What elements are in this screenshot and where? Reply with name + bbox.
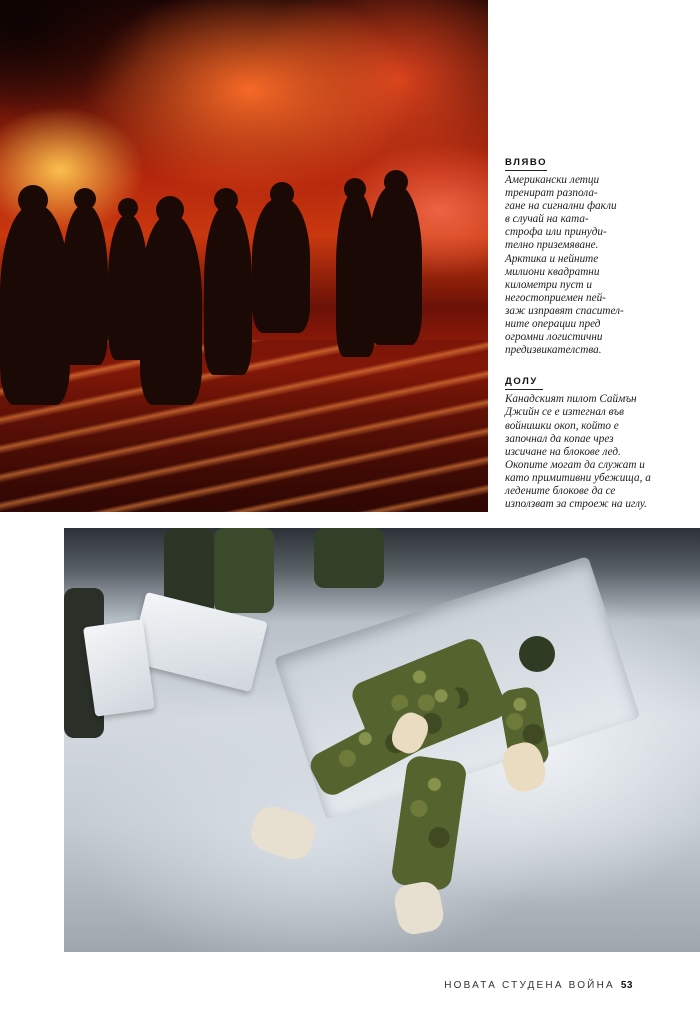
person-silhouette — [18, 185, 48, 215]
caption-label-left: ВЛЯВО — [505, 157, 547, 171]
caption-line: милиони квадратни — [505, 265, 600, 278]
person-silhouette — [62, 205, 108, 365]
person-silhouette — [118, 198, 138, 218]
caption-line: негостоприемен пей- — [505, 291, 606, 304]
caption-label-below: ДОЛУ — [505, 376, 543, 390]
standing-legs — [214, 528, 274, 613]
page-footer — [444, 980, 633, 991]
caption-line: гане на сигнални факли — [505, 200, 617, 213]
caption-text-left — [505, 174, 653, 357]
photo-captions — [505, 152, 653, 525]
caption-line: предизвикателства. — [505, 344, 602, 357]
page-number: 53 — [620, 980, 633, 991]
person-silhouette — [270, 182, 294, 206]
person-silhouette — [74, 188, 96, 210]
caption-line: Арктика и нейните — [505, 252, 599, 265]
pilot-helmet — [519, 636, 555, 672]
person-silhouette — [0, 205, 70, 405]
caption-below — [505, 371, 653, 511]
person-silhouette — [156, 196, 184, 224]
caption-text-below: Канадският пилот Саймън Джийн се е изтегнал във войнишки окоп, който е започнал да копае чрез изсичане на блокове лед. Окопите могат да служат и като примитивни убежища, а ледените блокове да се използват за строеж на иглу. — [505, 393, 651, 511]
caption-line: тренират разпола- — [505, 187, 598, 200]
caption-line: в случай на ката- — [505, 213, 589, 226]
caption-line: телно приземяване. — [505, 239, 599, 252]
person-silhouette — [384, 170, 408, 194]
person-silhouette — [252, 198, 310, 333]
caption-line: огромни логистични — [505, 331, 603, 344]
running-title: НОВАТА СТУДЕНА ВОЙНА — [444, 980, 615, 991]
caption-left — [505, 152, 653, 357]
caption-line: Американски летци — [505, 174, 600, 186]
caption-line: километри пуст и — [505, 278, 593, 291]
caption-line: ните операции пред — [505, 318, 601, 331]
ice-block — [83, 619, 155, 716]
person-silhouette — [368, 185, 422, 345]
photo-snow-trench — [64, 528, 700, 952]
caption-line: заж изправят спасител- — [505, 304, 624, 317]
person-silhouette — [204, 205, 252, 375]
caption-line: строфа или принуди- — [505, 226, 607, 239]
photo-signal-flares — [0, 0, 488, 512]
person-silhouette — [214, 188, 238, 212]
person-silhouette — [140, 215, 202, 405]
smoke-shadow — [0, 0, 150, 120]
person-silhouette — [344, 178, 366, 200]
pilot-boot — [246, 802, 319, 865]
standing-legs — [314, 528, 384, 588]
